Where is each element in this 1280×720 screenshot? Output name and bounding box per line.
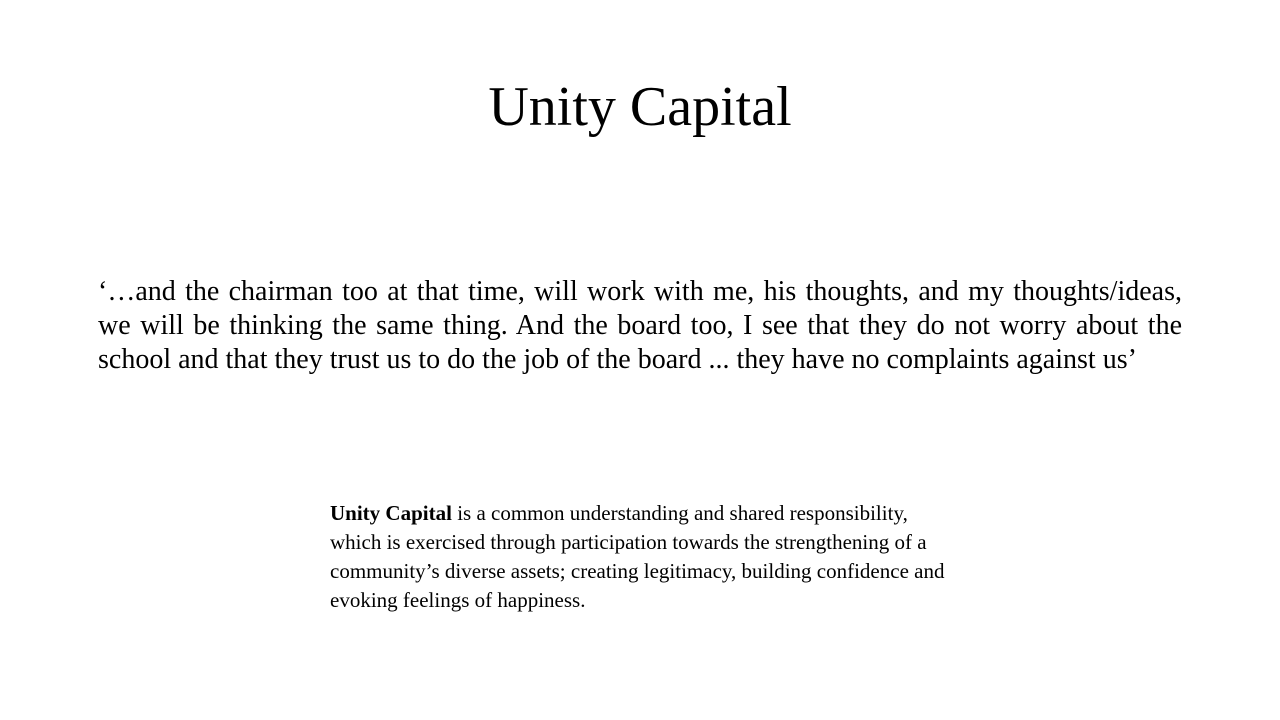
slide-title: Unity Capital xyxy=(488,76,792,138)
definition-term: Unity Capital xyxy=(330,501,452,525)
interview-quote: ‘…and the chairman too at that time, will work with me, his thoughts, and my thoughts/ideas, we will be thinking the same thing. And the board too, I see that they do not worry about the school and that they trust us to do the job of the board ... they have no complaints against us’ xyxy=(98,276,1182,375)
definition-text xyxy=(330,499,945,615)
definition-body: is a common understanding and shared responsibility, which is exercised through participation towards the strengthening of a community’s diverse assets; creating legitimacy, building confidence and evoking feelings of happiness. xyxy=(330,501,945,612)
